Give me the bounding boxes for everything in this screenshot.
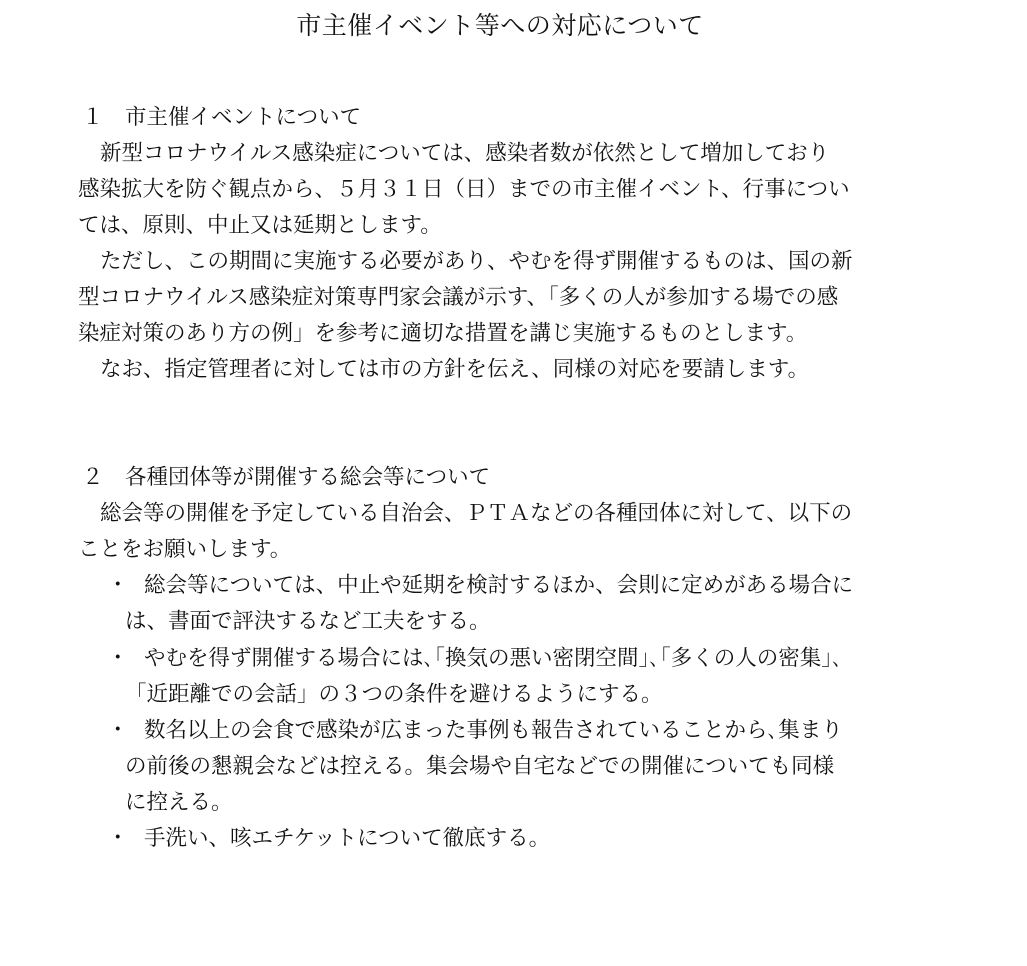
section1-paragraph-line: 感染拡大を防ぐ観点から、５月３１日（日）までの市主催イベント、行事につい (78, 177, 850, 202)
bullet-item-line: やむを得ず開催する場合には､｢換気の悪い密閉空間｣､｢多くの人の密集｣､ (144, 646, 843, 671)
bullet-item-line: に控える。 (125, 790, 233, 815)
section1-paragraph-line: ただし、この期間に実施する必要があり、やむを得ず開催するものは、国の新 (100, 249, 853, 274)
section2-intro-line: 総会等の開催を予定している自治会、ＰＴＡなどの各種団体に対して、以下の (100, 501, 853, 526)
section1-paragraph-line: なお、指定管理者に対しては市の方針を伝え、同様の対応を要請します。 (100, 357, 810, 382)
bullet-item-line: 総会等については、中止や延期を検討するほか、会則に定めがある場合に (144, 573, 854, 598)
bullet-item-line: 「近距離での会話」の３つの条件を避けるようにする。 (125, 682, 663, 707)
document-title: 市主催イベント等への対応について (296, 11, 704, 40)
section1-paragraph-line: 新型コロナウイルス感染症については、感染者数が依然として増加しており (100, 141, 830, 166)
bullet-item-line: は、書面で評決するなど工夫をする。 (125, 609, 491, 634)
section2-intro-line: ことをお願いします。 (78, 537, 292, 562)
bullet-mark: ・ (107, 826, 129, 851)
section1-paragraph-line: 染症対策のあり方の例」を参考に適切な措置を講じ実施するものとします。 (78, 321, 808, 346)
section1-heading: １ 市主催イベントについて (82, 105, 362, 130)
bullet-item-line: 数名以上の会食で感染が広まった事例も報告されていることから､集まり (144, 718, 843, 743)
bullet-mark: ・ (107, 718, 129, 743)
bullet-mark: ・ (107, 573, 129, 598)
section1-paragraph-line: 型コロナウイルス感染症対策専門家会議が示す、「多くの人が参加する場での感 (78, 285, 839, 310)
section2-heading: ２ 各種団体等が開催する総会等について (82, 465, 491, 490)
section1-paragraph-line: ては、原則、中止又は延期とします。 (78, 213, 442, 238)
bullet-item-line: 手洗い、咳エチケットについて徹底する。 (144, 826, 551, 851)
bullet-mark: ・ (107, 646, 129, 671)
bullet-item-line: の前後の懇親会などは控える。集会場や自宅などでの開催についても同様 (125, 754, 835, 779)
